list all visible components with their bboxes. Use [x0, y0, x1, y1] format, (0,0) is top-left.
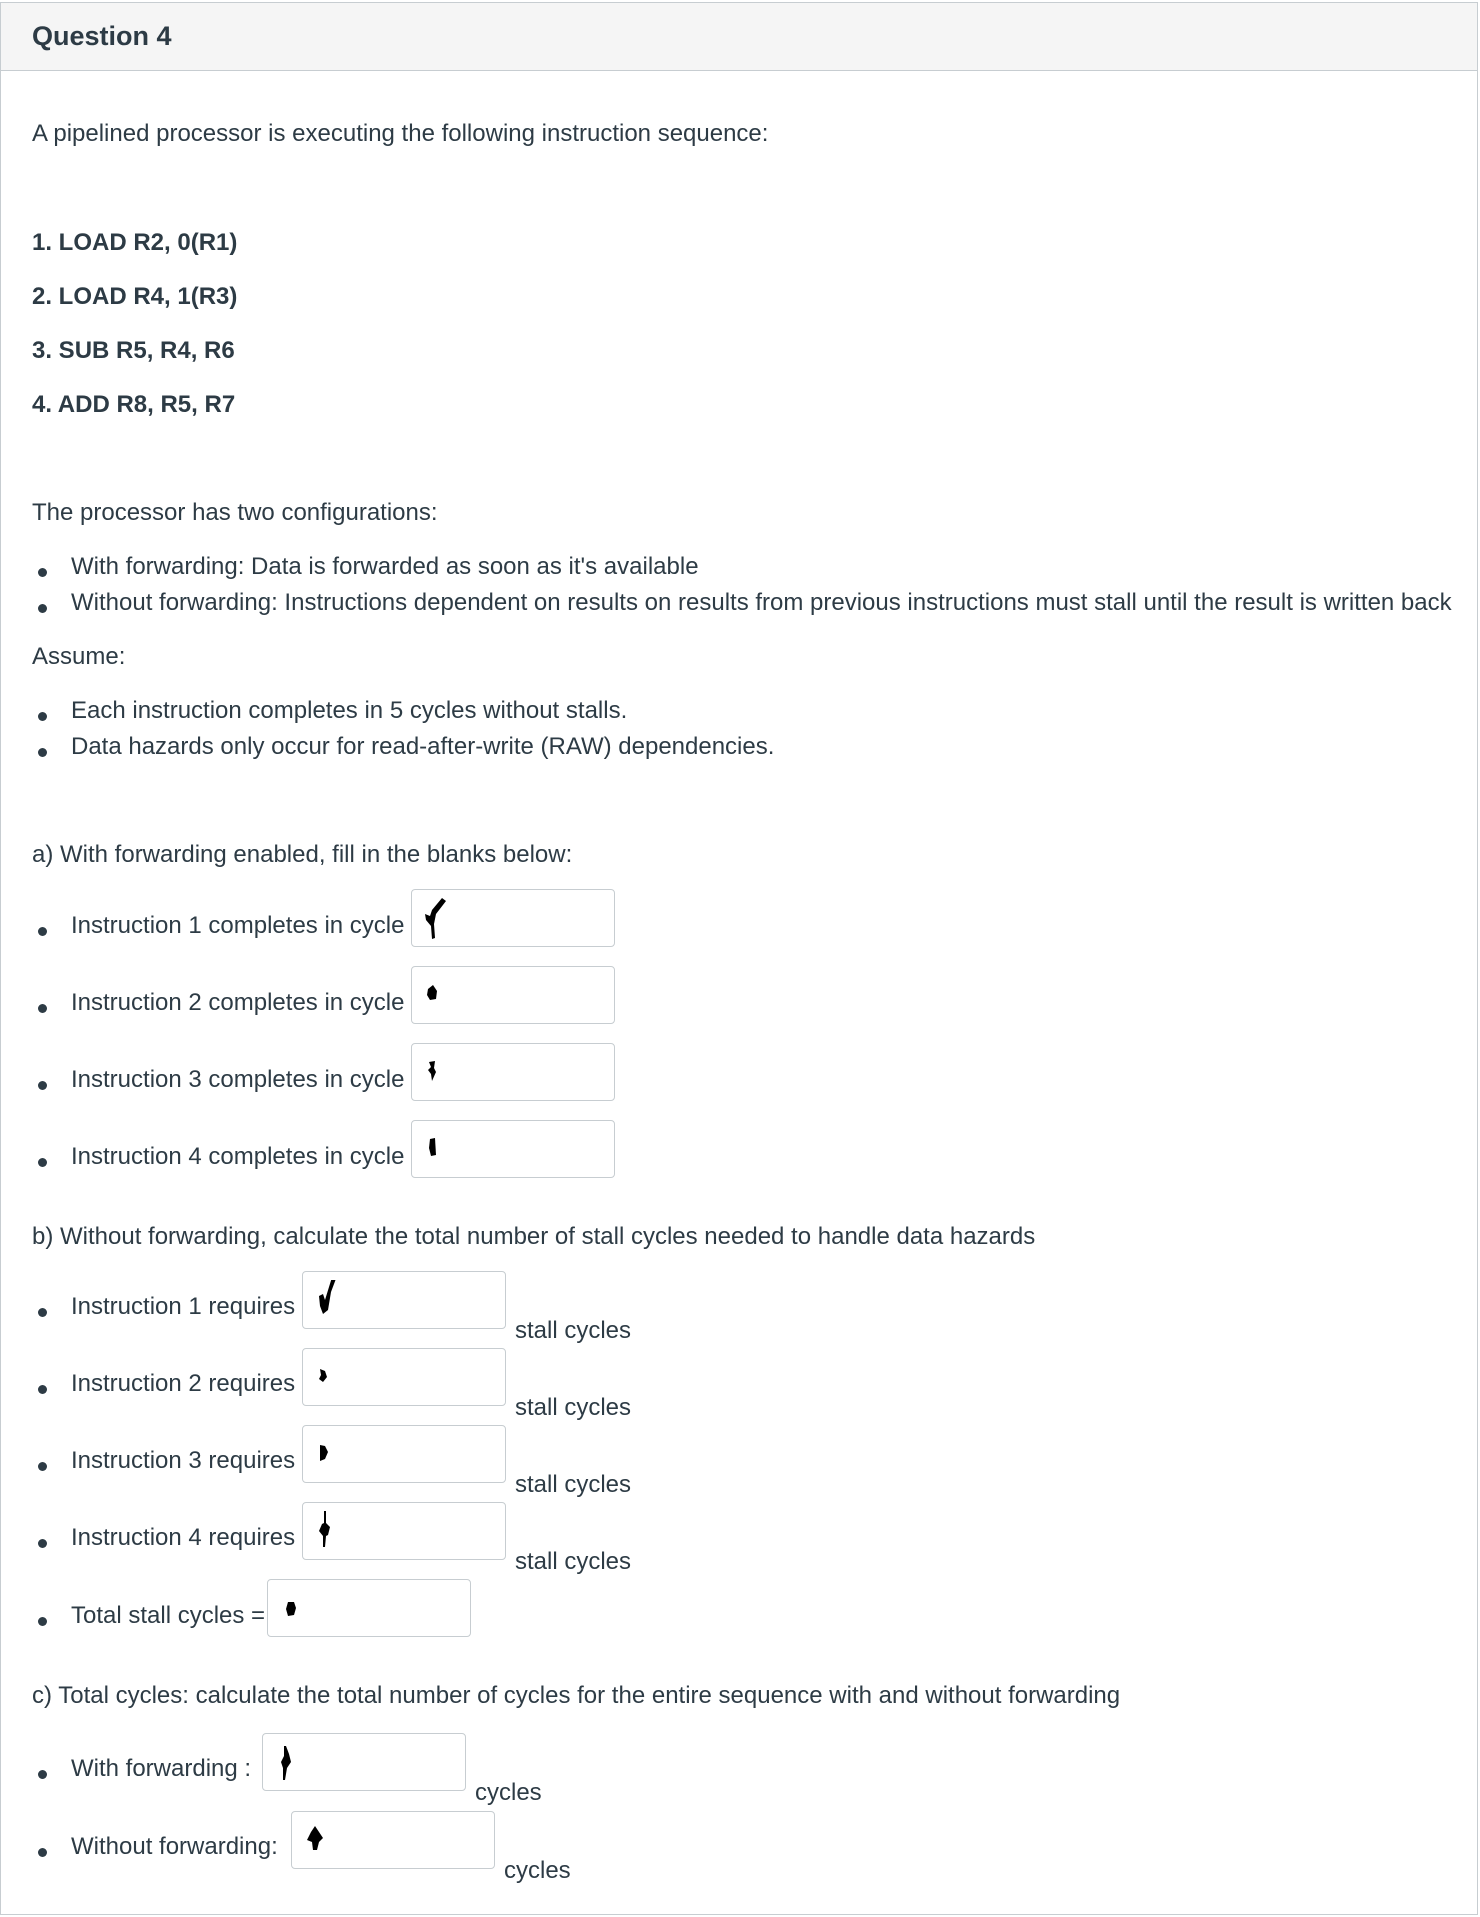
scribble-icon — [313, 1357, 339, 1399]
part-a-label: Instruction 2 completes in cycle — [71, 989, 405, 1016]
bullet-icon — [38, 1617, 47, 1626]
instruction-line: 1. LOAD R2, 0(R1) — [32, 229, 238, 256]
part-b-label: Instruction 4 requires — [71, 1524, 296, 1551]
bullet-icon — [38, 1081, 47, 1090]
question-title: Question 4 — [32, 21, 172, 51]
total-stall-blank[interactable] — [267, 1579, 471, 1637]
instruction-line: 2. LOAD R4, 1(R3) — [32, 283, 238, 310]
answer-blank[interactable] — [302, 1425, 506, 1483]
part-b-label: Instruction 3 requires — [71, 1447, 296, 1474]
scribble-icon — [273, 1742, 299, 1784]
config-item: With forwarding: Data is forwarded as soon as it's available — [71, 553, 699, 580]
answer-blank[interactable] — [411, 966, 615, 1024]
scribble-icon — [422, 1052, 448, 1094]
part-a-label: Instruction 4 completes in cycle — [71, 1143, 405, 1170]
answer-blank[interactable] — [411, 889, 615, 947]
cycles-suffix: cycles — [504, 1857, 571, 1884]
part-a-prompt: a) With forwarding enabled, fill in the blanks below: — [32, 841, 573, 868]
with-forwarding-label: With forwarding : — [71, 1755, 252, 1782]
config-item: Without forwarding: Instructions dependent on results on results from previous instructions must stall until the result is written back — [71, 589, 1452, 616]
part-b-label: Instruction 1 requires — [71, 1293, 296, 1320]
bullet-icon — [38, 1158, 47, 1167]
part-b-prompt: b) Without forwarding, calculate the total number of stall cycles needed to handle data hazards — [32, 1223, 1036, 1250]
instruction-line: 4. ADD R8, R5, R7 — [32, 391, 236, 418]
with-forwarding-blank[interactable] — [262, 1733, 466, 1791]
bullet-icon — [38, 1385, 47, 1394]
instruction-line: 3. SUB R5, R4, R6 — [32, 337, 235, 364]
intro-text: A pipelined processor is executing the following instruction sequence: — [32, 120, 769, 147]
answer-blank[interactable] — [411, 1043, 615, 1101]
bullet-icon — [38, 927, 47, 936]
answer-blank[interactable] — [302, 1502, 506, 1560]
scribble-icon — [422, 975, 448, 1017]
scribble-icon — [313, 1434, 339, 1476]
assume-heading: Assume: — [32, 643, 126, 670]
part-c-prompt: c) Total cycles: calculate the total number of cycles for the entire sequence with and without forwarding — [32, 1682, 1121, 1709]
bullet-icon — [38, 712, 47, 721]
question-header — [1, 3, 1477, 71]
scribble-icon — [302, 1820, 328, 1862]
assumption-item: Each instruction completes in 5 cycles without stalls. — [71, 697, 628, 724]
scribble-icon — [313, 1511, 339, 1553]
check-scribble-icon — [422, 898, 448, 940]
answer-blank[interactable] — [411, 1120, 615, 1178]
stall-cycles-suffix: stall cycles — [515, 1548, 632, 1575]
stall-cycles-suffix: stall cycles — [515, 1317, 632, 1344]
stall-cycles-suffix: stall cycles — [515, 1471, 632, 1498]
question-card — [0, 2, 1478, 1915]
bullet-icon — [38, 1004, 47, 1013]
bullet-icon — [38, 1770, 47, 1779]
bullet-icon — [38, 1539, 47, 1548]
bullet-icon — [38, 748, 47, 757]
bullet-icon — [38, 1308, 47, 1317]
bullet-icon — [38, 568, 47, 577]
bullet-icon — [38, 604, 47, 613]
bullet-icon — [38, 1848, 47, 1857]
scribble-icon — [278, 1588, 304, 1630]
answer-blank[interactable] — [302, 1348, 506, 1406]
config-heading: The processor has two configurations: — [32, 499, 438, 526]
total-stall-label: Total stall cycles = — [71, 1602, 266, 1629]
scribble-icon — [422, 1129, 448, 1171]
answer-blank[interactable] — [302, 1271, 506, 1329]
stall-cycles-suffix: stall cycles — [515, 1394, 632, 1421]
check-scribble-icon — [313, 1280, 339, 1322]
part-b-label: Instruction 2 requires — [71, 1370, 296, 1397]
part-a-label: Instruction 1 completes in cycle — [71, 912, 405, 939]
part-a-label: Instruction 3 completes in cycle — [71, 1066, 405, 1093]
assumption-item: Data hazards only occur for read-after-write (RAW) dependencies. — [71, 733, 775, 760]
bullet-icon — [38, 1462, 47, 1471]
cycles-suffix: cycles — [475, 1779, 542, 1806]
without-forwarding-blank[interactable] — [291, 1811, 495, 1869]
without-forwarding-label: Without forwarding: — [71, 1833, 278, 1860]
